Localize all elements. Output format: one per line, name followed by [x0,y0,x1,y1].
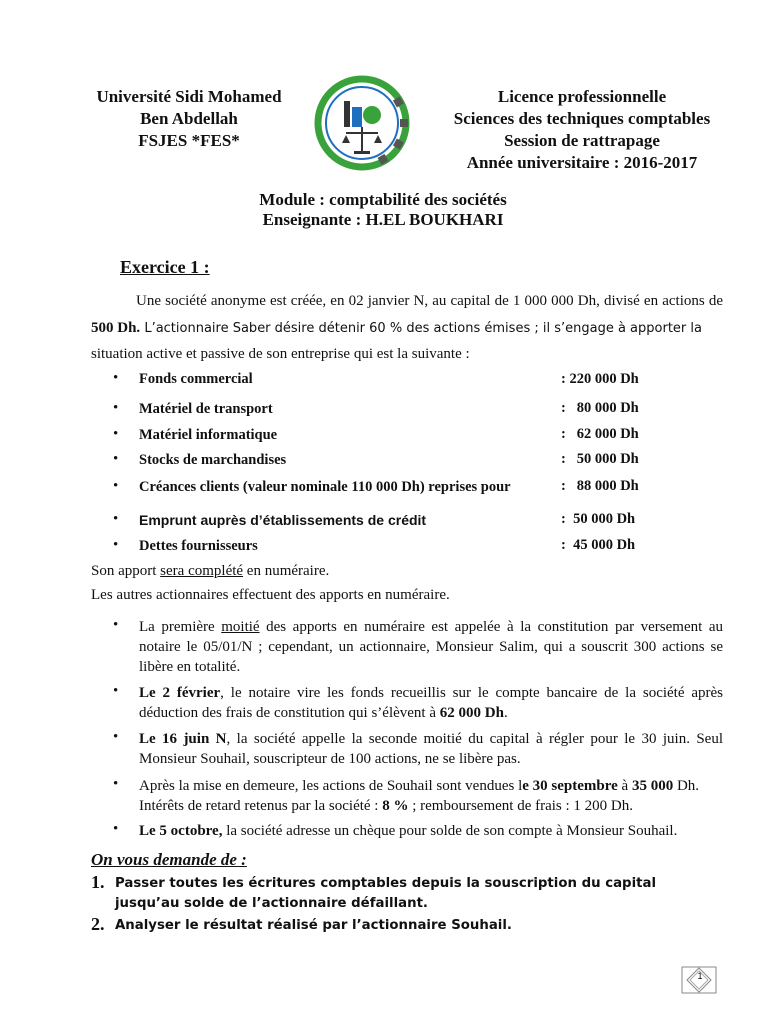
event-sept-30: Après la mise en demeure, les actions de Souhail sont vendues le 30 septembre à 35 000 Dh. Intérêts de retard retenus par la société : 8 % ; remboursement de frais : 1 200 Dh. [139,778,700,814]
question-number: 2. [91,914,105,934]
teacher-name: Enseignante : H.EL BOUKHARI [262,210,504,229]
other-shareholders-line: Les autres actionnaires effectuent des apports en numéraire. [91,587,450,603]
module-info [150,190,616,230]
event-oct-5: Le 5 octobre, la société adresse un chèque pour solde de son compte à Monsieur Souhail. [139,823,678,839]
event-june-16: Le 16 juin N, la société appelle la seconde moitié du capital à régler pour le 30 juin. Seul Monsieur Souhail, souscripteur de 100 actions, ne se libère pas. [139,731,724,767]
university-name [78,86,300,152]
item-label: Dettes fournisseurs [139,538,258,554]
university-logo [314,75,410,171]
item-value: : 220 000 Dh [561,371,639,387]
intro-text-1: Une société anonyme est créée, en 02 janvier N, au capital de 1 000 000 Dh, divisé en actions de [136,293,723,309]
item-value: : 50 000 Dh [561,511,636,527]
item-label: Matériel informatique [139,427,278,443]
intro-text-3: situation active et passive de son entreprise qui est la suivante : [91,346,470,362]
apport-underlined: sera complété [160,563,244,579]
apport-line: Son apport sera complété en numéraire. [91,563,330,579]
questions-title: On vous demande de : [91,850,247,869]
program-line-1: Licence professionnelle [497,87,667,106]
university-line-2: Ben Abdellah [140,109,238,128]
item-label: Stocks de marchandises [139,452,287,468]
university-line-3: FSJES *FES* [138,131,240,150]
program-line-4: Année universitaire : 2016-2017 [466,153,698,172]
item-value: : 80 000 Dh [561,400,639,416]
intro-share-price: 500 Dh. [91,320,141,336]
question-number: 1. [91,872,105,892]
page-number: 1 [697,971,703,981]
program-line-2: Sciences des techniques comptables [453,109,711,128]
item-label: Emprunt auprès d’établissements de crédit [139,512,427,528]
item-value: : 45 000 Dh [561,537,636,553]
item-label: Matériel de transport [139,401,273,417]
program-line-3: Session de rattrapage [504,131,660,150]
university-line-1: Université Sidi Mohamed [96,87,282,106]
item-value: : 62 000 Dh [561,426,639,442]
event-feb-2: Le 2 février, le notaire vire les fonds recueillis sur le compte bancaire de la société après déduction des frais de constitution qui s’élèvent à 62 000 Dh. [139,685,723,721]
question-text: Analyser le résultat réalisé par l’actionnaire Souhail. [115,918,512,933]
item-value: : 50 000 Dh [561,451,639,467]
intro-paragraph [91,288,723,342]
item-value: : 88 000 Dh [561,478,639,494]
program-info [432,86,732,174]
intro-text-2: L’actionnaire Saber désire détenir 60 % des actions émises ; il s’engage à apporter la [140,321,702,336]
module-title: Module : comptabilité des sociétés [259,190,507,209]
question-text: Passer toutes les écritures comptables depuis la souscription du capital jusqu’au solde de l’actionnaire défaillant. [115,876,657,911]
item-label: Fonds commercial [139,371,253,387]
item-label: Créances clients (valeur nominale 110 000 Dh) reprises pour [139,479,511,495]
exercise-title: Exercice 1 : [120,257,210,277]
event-first-call: La première moitié des apports en numéraire est appelée à la constitution par versement au notaire le 05/01/N ; cependant, un actionnaire, Monsieur Salim, qui a souscrit 300 actions se libère en totalité. [139,619,724,675]
